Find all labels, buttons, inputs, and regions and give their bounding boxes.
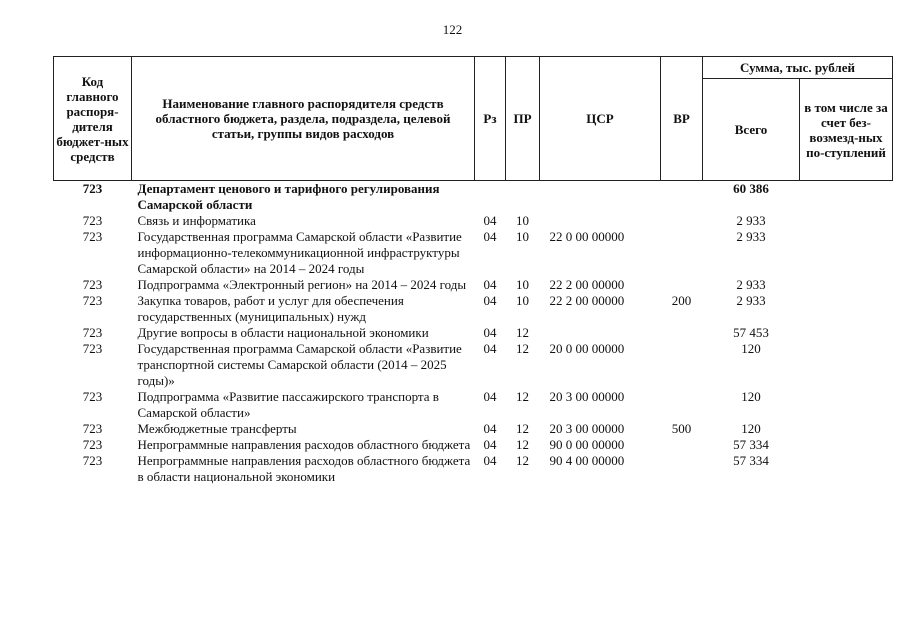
row-incl [800, 229, 893, 277]
page-number: 122 [442, 22, 463, 37]
row-name: Непрограммные направления расходов областного бюджета [137, 437, 471, 452]
row-pr: 10 [516, 293, 529, 308]
row-vr: 500 [671, 421, 692, 436]
row-code: 723 [82, 437, 103, 452]
row-total: 120 [741, 341, 761, 356]
row-name: Непрограммные направления расходов областного бюджета в области национальной экономики [137, 453, 471, 484]
row-incl [800, 437, 893, 453]
row-total: 2 933 [736, 229, 766, 244]
row-pr: 12 [516, 389, 529, 404]
row-vr [661, 453, 703, 485]
row-csr [540, 213, 661, 229]
table-row [54, 325, 893, 341]
row-vr [661, 325, 703, 341]
row-incl [800, 453, 893, 485]
row-pr: 10 [516, 229, 529, 244]
row-name: Государственная программа Самарской области «Развитие транспортной системы Самарской области (2014 – 2025 годы)» [137, 341, 462, 388]
row-csr: 20 3 00 00000 [549, 421, 625, 436]
row-vr [661, 437, 703, 453]
table-row [54, 341, 893, 389]
table-row [54, 421, 893, 437]
row-pr: 12 [516, 421, 529, 436]
row-code: 723 [82, 181, 103, 196]
row-vr [661, 389, 703, 421]
row-code: 723 [82, 213, 103, 228]
row-incl [800, 389, 893, 421]
row-rz: 04 [483, 213, 497, 228]
row-rz: 04 [483, 421, 497, 436]
row-code: 723 [82, 293, 103, 308]
row-code: 723 [82, 389, 103, 404]
row-code: 723 [82, 341, 103, 356]
header-name: Наименование главного распорядителя средств областного бюджета, раздела, подраздела, целевой статьи, группы видов расходов [132, 57, 475, 181]
header-incl: в том числе за счет без-возмезд-ных по-ступлений [800, 79, 893, 181]
row-incl [800, 213, 893, 229]
row-incl [800, 181, 893, 214]
row-name: Закупка товаров, работ и услуг для обеспечения государственных (муниципальных) нужд [137, 293, 404, 324]
row-csr: 90 4 00 00000 [549, 453, 625, 468]
row-csr: 22 2 00 00000 [549, 293, 625, 308]
row-vr [661, 341, 703, 389]
row-total: 120 [741, 421, 761, 436]
row-vr: 200 [671, 293, 692, 308]
table-row [54, 389, 893, 421]
row-csr: 20 0 00 00000 [549, 341, 625, 356]
row-total: 2 933 [736, 213, 766, 228]
row-code: 723 [82, 229, 103, 244]
header-csr: ЦСР [540, 57, 661, 181]
row-total: 57 453 [733, 325, 769, 340]
row-name: Межбюджетные трансферты [137, 421, 297, 436]
row-total: 60 386 [733, 181, 769, 196]
row-code: 723 [82, 421, 103, 436]
row-incl [800, 421, 893, 437]
row-incl [800, 293, 893, 325]
header-sum: Сумма, тыс. рублей [703, 57, 893, 79]
row-pr: 12 [516, 341, 529, 356]
header-vr: ВР [661, 57, 703, 181]
row-pr: 10 [516, 213, 529, 228]
table-header [54, 57, 893, 181]
header-pr: ПР [506, 57, 540, 181]
row-csr [540, 325, 661, 341]
row-csr: 22 2 00 00000 [549, 277, 625, 292]
row-name: Подпрограмма «Электронный регион» на 2014 – 2024 годы [137, 277, 467, 292]
row-rz: 04 [483, 341, 497, 356]
row-name: Государственная программа Самарской области «Развитие информационно-телекоммуникационной инфраструктуры Самарской области» на 2014 – 2024 годы [137, 229, 462, 276]
row-rz: 04 [483, 437, 497, 452]
row-csr: 20 3 00 00000 [549, 389, 625, 404]
row-pr [506, 181, 540, 214]
row-total: 57 334 [733, 437, 769, 452]
row-pr: 12 [516, 453, 529, 468]
header-rz: Рз [475, 57, 506, 181]
row-vr [661, 181, 703, 214]
row-csr: 22 0 00 00000 [549, 229, 625, 244]
table-row [54, 181, 893, 214]
row-name: Подпрограмма «Развитие пассажирского транспорта в Самарской области» [137, 389, 439, 420]
row-vr [661, 229, 703, 277]
table-row [54, 293, 893, 325]
row-pr: 12 [516, 437, 529, 452]
header-total: Всего [703, 79, 800, 181]
row-incl [800, 325, 893, 341]
budget-table [53, 56, 893, 485]
row-csr [540, 181, 661, 214]
row-total: 2 933 [736, 277, 766, 292]
row-pr: 12 [516, 325, 529, 340]
table-row [54, 277, 893, 293]
row-total: 120 [741, 389, 761, 404]
row-code: 723 [82, 325, 103, 340]
row-rz: 04 [483, 293, 497, 308]
row-name: Другие вопросы в области национальной экономики [137, 325, 429, 340]
row-csr: 90 0 00 00000 [549, 437, 625, 452]
row-code: 723 [82, 277, 103, 292]
table-row [54, 437, 893, 453]
row-code: 723 [82, 453, 103, 468]
row-pr: 10 [516, 277, 529, 292]
table-row [54, 229, 893, 277]
row-rz: 04 [483, 229, 497, 244]
row-name: Департамент ценового и тарифного регулирования Самарской области [137, 181, 440, 212]
table-row [54, 213, 893, 229]
row-rz: 04 [483, 453, 497, 468]
row-incl [800, 341, 893, 389]
row-name: Связь и информатика [137, 213, 256, 228]
row-rz: 04 [483, 325, 497, 340]
row-rz: 04 [483, 389, 497, 404]
header-code: Код главного распоря-дителя бюджет-ных средств [54, 57, 132, 181]
row-rz: 04 [483, 277, 497, 292]
table-row [54, 453, 893, 485]
row-rz [475, 181, 506, 214]
row-total: 57 334 [733, 453, 769, 468]
row-incl [800, 277, 893, 293]
row-vr [661, 277, 703, 293]
row-total: 2 933 [736, 293, 766, 308]
row-vr [661, 213, 703, 229]
